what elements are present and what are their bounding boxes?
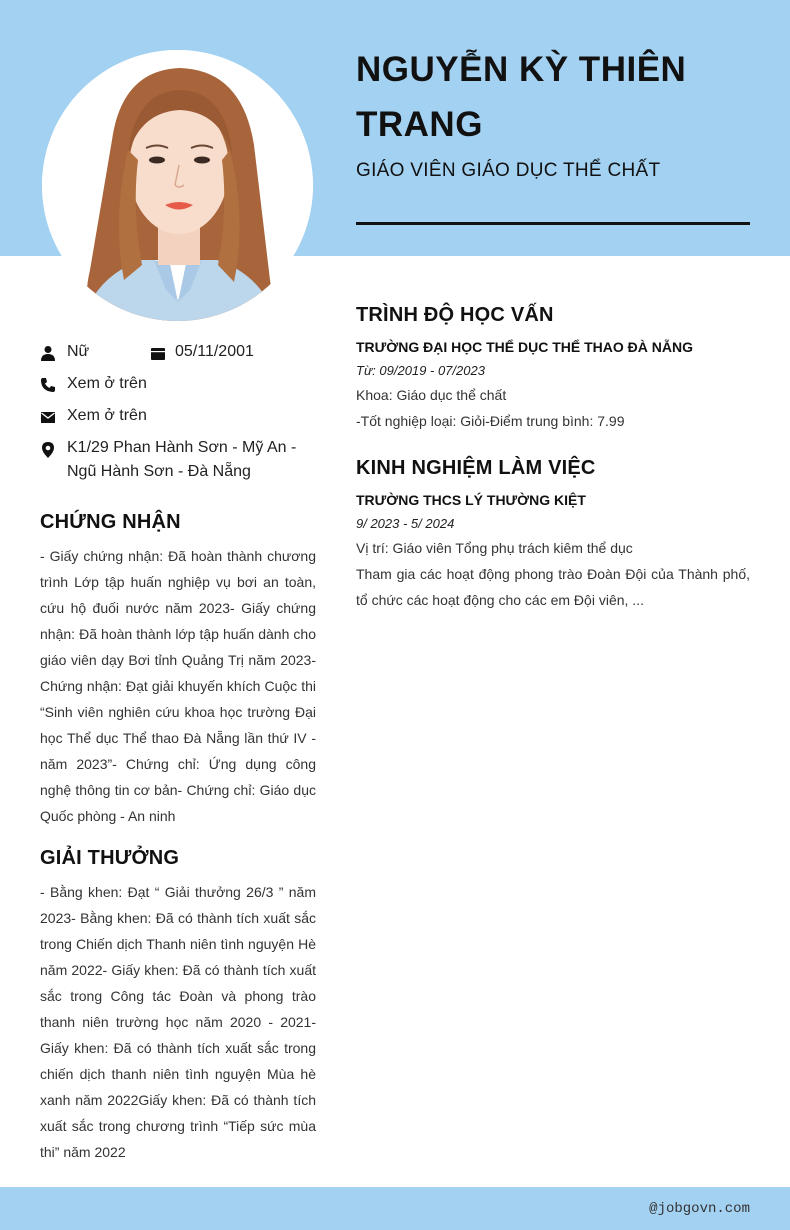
phone-icon <box>40 377 56 393</box>
education-faculty: Khoa: Giáo dục thể chất <box>356 387 507 403</box>
email-value: Xem ở trên <box>67 407 147 424</box>
experience-position: Vị trí: Giáo viên Tổng phụ trách kiêm thể dục <box>356 540 633 556</box>
education-heading: TRÌNH ĐỘ HỌC VẤN <box>356 304 554 326</box>
education-grade: -Tốt nghiệp loại: Giỏi-Điểm trung bình: 7.99 <box>356 413 625 429</box>
experience-description: Tham gia các hoạt động phong trào Đoàn Đội của Thành phố, tổ chức các hoạt động cho các em Đội viên, ... <box>356 566 750 608</box>
education-period: Từ: 09/2019 - 07/2023 <box>356 363 485 378</box>
experience-heading: KINH NGHIỆM LÀM VIỆC <box>356 457 596 479</box>
gender-value: Nữ <box>67 343 90 360</box>
mail-icon <box>40 409 56 425</box>
footer-brand: @jobgovn.com <box>649 1201 750 1217</box>
candidate-name: NGUYỄN KỲ THIÊN TRANG <box>356 50 687 144</box>
experience-period: 9/ 2023 - 5/ 2024 <box>356 516 455 531</box>
certificates-heading: CHỨNG NHẬN <box>40 511 181 533</box>
birthdate-value: 05/11/2001 <box>175 343 254 360</box>
title-divider <box>356 222 750 225</box>
person-icon <box>40 345 56 361</box>
job-title: GIÁO VIÊN GIÁO DỤC THỂ CHẤT <box>356 160 661 181</box>
location-icon <box>40 441 56 457</box>
calendar-icon <box>150 345 166 361</box>
certificates-text: - Giấy chứng nhận: Đã hoàn thành chương trình Lớp tập huấn nghiệp vụ bơi an toàn, cứu hộ đuối nước năm 2023- Giấy chứng nhận: Đã hoàn thành lớp tập huấn dành cho giáo viên dạy Bơi tỉnh Quảng Trị năm 2023- Chứng nhận: Đạt giải khuyến khích Cuộc thi “Sinh viên nghiên cứu khoa học trường Đại học Thể dục Thể thao Đà Nẵng lần thứ IV - năm 2023”- Chứng chỉ: Ứng dụng công nghệ thông tin cơ bản- Chứng chỉ: Giáo dục Quốc phòng - An ninh <box>40 548 316 824</box>
phone-value: Xem ở trên <box>67 375 147 392</box>
experience-company: TRƯỜNG THCS LÝ THƯỜNG KIỆT <box>356 492 586 508</box>
awards-text: - Bằng khen: Đạt “ Giải thưởng 26/3 ” năm 2023- Bằng khen: Đã có thành tích xuất sắc trong Chiến dịch Thanh niên tình nguyện Hè năm 2022- Giấy khen: Đã có thành tích xuất sắc trong Công tác Đoàn và phong trào thanh niên trường học năm 2020 - 2021- Giấy khen: Đã có thành tích xuất sắc trong chiến dịch thanh niên tình nguyện Mùa hè xanh năm 2022Giấy khen: Đã có thành tích xuất sắc trong chương trình “Tiếp sức mùa thi” năm 2022 <box>40 884 316 1160</box>
education-school: TRƯỜNG ĐẠI HỌC THỂ DỤC THỂ THAO ĐÀ NẴNG <box>356 339 693 355</box>
awards-heading: GIẢI THƯỞNG <box>40 847 180 869</box>
address-value: K1/29 Phan Hành Sơn - Mỹ An - Ngũ Hành Sơn - Đà Nẵng <box>67 439 297 480</box>
profile-photo <box>42 50 313 321</box>
